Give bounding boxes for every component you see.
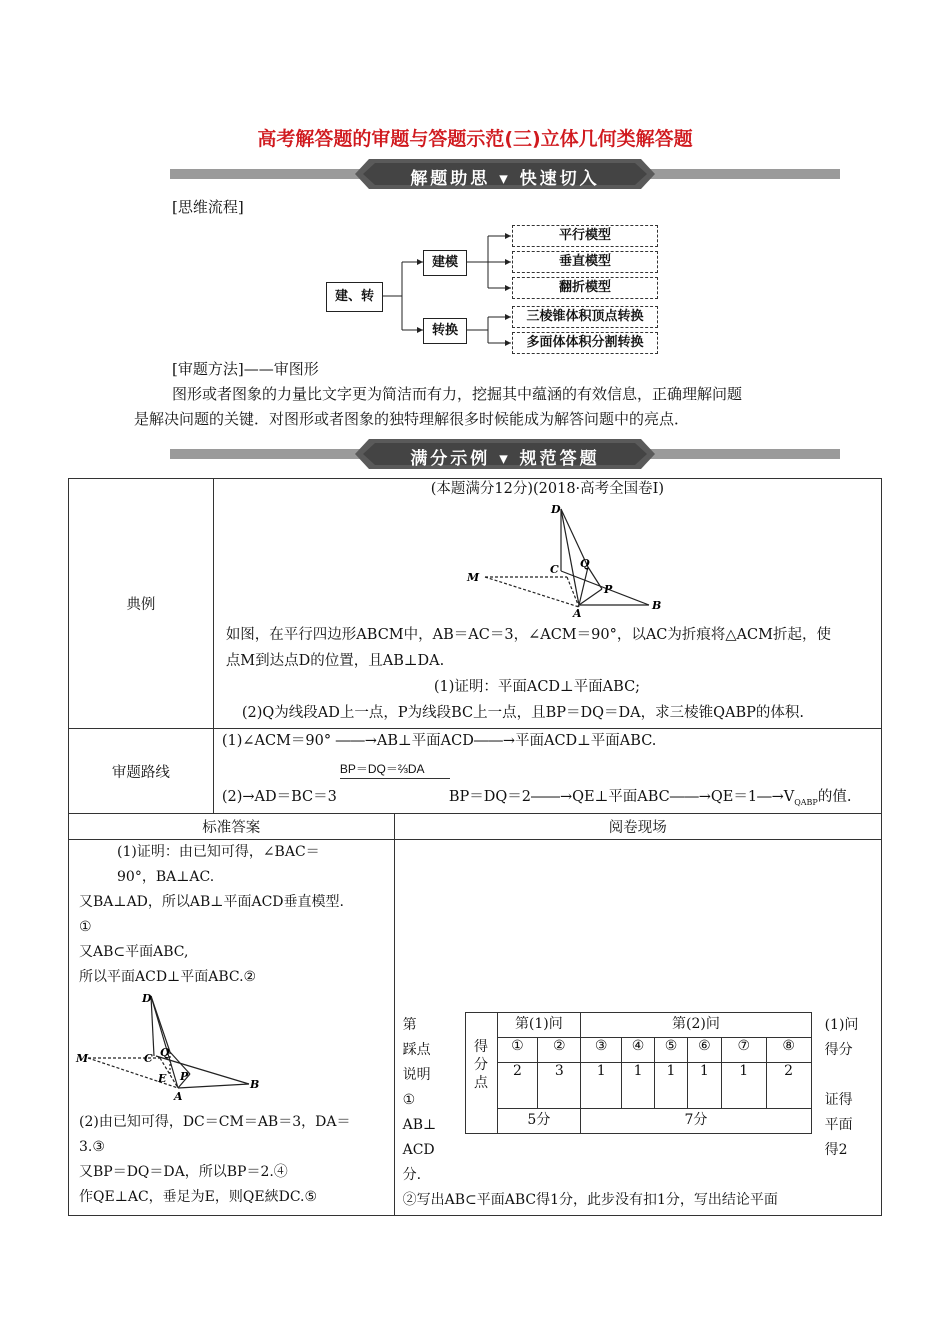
review-bottom-line: ②写出AB⊂平面ABC得1分，此步没有扣1分，写出结论平面 xyxy=(402,1192,778,1208)
answer-line: ① xyxy=(79,919,92,935)
review-right-line: 得分 xyxy=(824,1042,853,1058)
score-q2-header: 第(2)问 xyxy=(581,1013,811,1038)
fig1-label-q: Q xyxy=(579,557,590,570)
fig2-label-d: D xyxy=(142,992,152,1005)
score-label-line: 点 xyxy=(474,1074,489,1091)
answer-line: 所以平面ACD⊥平面ABC.② xyxy=(79,969,257,985)
example-label: 典例 xyxy=(126,597,156,613)
score-mark: ⑤ xyxy=(655,1038,688,1063)
score-label-line: 分 xyxy=(474,1056,489,1073)
route-line-1: (1)∠ACM＝90° ――→AB⊥平面ACD――→平面ACD⊥平面ABC. xyxy=(221,733,657,749)
flow-leaf: 三棱锥体积顶点转换 xyxy=(512,306,658,328)
example-text-2: 点M到达点D的位置，且AB⊥DA. xyxy=(225,653,445,669)
review-right-line: 得2 xyxy=(824,1142,848,1158)
review-side-line: 分. xyxy=(402,1167,422,1183)
method-line-1: 图形或者图象的力量比文字更为简洁而有力，挖掘其中蕴涵的有效信息，正确理解问题 xyxy=(172,385,743,403)
example-header: (本题满分12分)(2018·高考全国卷Ⅰ) xyxy=(430,481,665,497)
flow-branch-model: 建模 xyxy=(423,250,467,276)
score-mark: ② xyxy=(538,1038,581,1063)
section-banner-1 xyxy=(170,163,840,189)
route-label: 审题路线 xyxy=(111,764,170,781)
fig1-label-c: C xyxy=(549,563,559,576)
score-points: 2 xyxy=(766,1063,811,1109)
example-q1: (1)证明：平面ACD⊥平面ABC; xyxy=(433,679,641,695)
flow-leaf: 垂直模型 xyxy=(512,251,658,273)
score-mark: ④ xyxy=(622,1038,655,1063)
fig1-label-d: D xyxy=(550,503,561,516)
answer-line: 90°，BA⊥AC. xyxy=(117,869,215,885)
fig1-label-p: P xyxy=(603,583,613,596)
score-mark: ⑦ xyxy=(721,1038,766,1063)
banner-1-label: 解题助思 ▾ 快速切入 xyxy=(410,169,600,189)
score-points: 2 xyxy=(497,1063,538,1109)
example-text-1: 如图，在平行四边形ABCM中，AB＝AC＝3，∠ACM＝90°，以AC为折痕将△ACM折起，使 xyxy=(225,627,831,643)
score-table xyxy=(465,1012,812,1134)
score-points: 1 xyxy=(622,1063,655,1109)
method-line-2: 是解决问题的关键．对图形或者图象的独特理解很多时候能成为解答问题中的亮点． xyxy=(134,410,690,428)
score-row-label xyxy=(465,1038,497,1109)
fig1-label-b: B xyxy=(651,599,662,612)
fig2-label-q: Q xyxy=(160,1046,170,1059)
route-line-2 xyxy=(222,785,852,815)
score-mark: ⑥ xyxy=(687,1038,721,1063)
fig1-label-m: M xyxy=(466,571,479,584)
review-side-line: ① xyxy=(402,1092,416,1108)
flow-leaf: 多面体体积分割转换 xyxy=(512,332,658,354)
col-header-left xyxy=(69,814,395,840)
route-arrow-label: BP＝DQ＝⅔DA xyxy=(339,762,425,776)
review-right-line xyxy=(825,1063,877,1088)
section-banner-2 xyxy=(170,443,840,469)
score-sum-corner xyxy=(465,1109,497,1134)
route-arrow-line xyxy=(340,778,450,779)
review-side-line: 第 xyxy=(402,1017,417,1033)
answer-line: 又BP＝DQ＝DA，所以BP＝2.④ xyxy=(79,1164,288,1180)
review-right-notes xyxy=(825,1013,877,1163)
review-right-line: 平面 xyxy=(824,1117,853,1133)
review-right-line: 证得 xyxy=(824,1092,853,1108)
score-sum-q2: 7分 xyxy=(581,1109,811,1134)
review-side-line: AB⊥ xyxy=(402,1117,437,1133)
banner-2-label: 满分示例 ▾ 规范答题 xyxy=(410,449,600,469)
route-line-2c: 的值. xyxy=(817,789,852,805)
fold-figure xyxy=(449,501,669,621)
fig2-label-a: A xyxy=(174,1090,183,1103)
page-title: 高考解答题的审题与答题示范(三)立体几何类解答题 xyxy=(257,128,693,150)
answer-line: (1)证明：由已知可得，∠BAC＝ xyxy=(117,844,320,860)
flow-root: 建、转 xyxy=(326,282,383,312)
fig2-label-c: C xyxy=(144,1052,153,1065)
example-content-cell xyxy=(213,479,881,729)
answer-cell xyxy=(69,840,395,1216)
fig2-label-b: B xyxy=(250,1078,260,1091)
score-corner xyxy=(465,1013,497,1038)
col-header-left-text: 标准答案 xyxy=(202,820,261,836)
route-label-cell xyxy=(69,729,214,814)
route-content-cell xyxy=(213,729,881,814)
example-table xyxy=(68,478,882,1216)
score-q1-header: 第(1)问 xyxy=(497,1013,581,1038)
review-side-line: 踩点 xyxy=(402,1042,431,1058)
review-cell xyxy=(394,840,881,1216)
answer-line: 又BA⊥AD，所以AB⊥平面ACD垂直模型. xyxy=(79,894,344,910)
score-points: 1 xyxy=(687,1063,721,1109)
route-line-2-sub: QABP xyxy=(794,797,818,807)
score-points: 3 xyxy=(538,1063,581,1109)
score-points: 1 xyxy=(581,1063,622,1109)
answer-line: 又AB⊂平面ABC, xyxy=(79,944,189,960)
flow-leaf: 平行模型 xyxy=(512,225,658,247)
col-header-right xyxy=(394,814,881,840)
score-points: 1 xyxy=(721,1063,766,1109)
fig2-label-p: P xyxy=(180,1070,189,1083)
thinking-label: [思维流程] xyxy=(172,198,244,216)
score-label-line: 得 xyxy=(474,1038,489,1055)
review-side-notes xyxy=(403,1013,443,1188)
review-side-line: 说明 xyxy=(402,1067,431,1083)
answer-line: 作QE⊥AC，垂足为E，则QE綊DC.⑤ xyxy=(79,1189,318,1205)
review-side-line: ACD xyxy=(402,1142,435,1158)
fig2-label-m: M xyxy=(76,1052,89,1065)
flow-leaf: 翻折模型 xyxy=(512,277,658,299)
fig1-label-a: A xyxy=(572,607,582,620)
col-header-right-text: 阅卷现场 xyxy=(608,820,667,836)
score-mark: ① xyxy=(497,1038,538,1063)
review-right-line: (1)问 xyxy=(824,1017,859,1033)
route-line-2b: BP＝DQ＝2――→QE⊥平面ABC――→QE＝1―→V xyxy=(448,789,795,805)
fig2-label-e: E xyxy=(158,1072,167,1085)
example-q2: (2)Q为线段AD上一点，P为线段BC上一点，且BP＝DQ＝DA，求三棱锥QABP的体积. xyxy=(241,705,805,721)
route-line-2a: (2)→AD＝BC＝3 xyxy=(221,789,337,805)
score-points: 1 xyxy=(655,1063,688,1109)
answer-figure xyxy=(74,990,264,1110)
method-label: [审题方法]——审图形 xyxy=(172,360,319,378)
answer-line: 3.③ xyxy=(79,1139,105,1155)
score-mark: ⑧ xyxy=(766,1038,811,1063)
answer-line: (2)由已知可得，DC＝CM＝AB＝3，DA＝ xyxy=(79,1114,351,1130)
example-label-cell xyxy=(69,479,214,729)
flow-branch-convert: 转换 xyxy=(423,318,467,344)
score-sum-q1: 5分 xyxy=(497,1109,581,1134)
score-mark: ③ xyxy=(581,1038,622,1063)
